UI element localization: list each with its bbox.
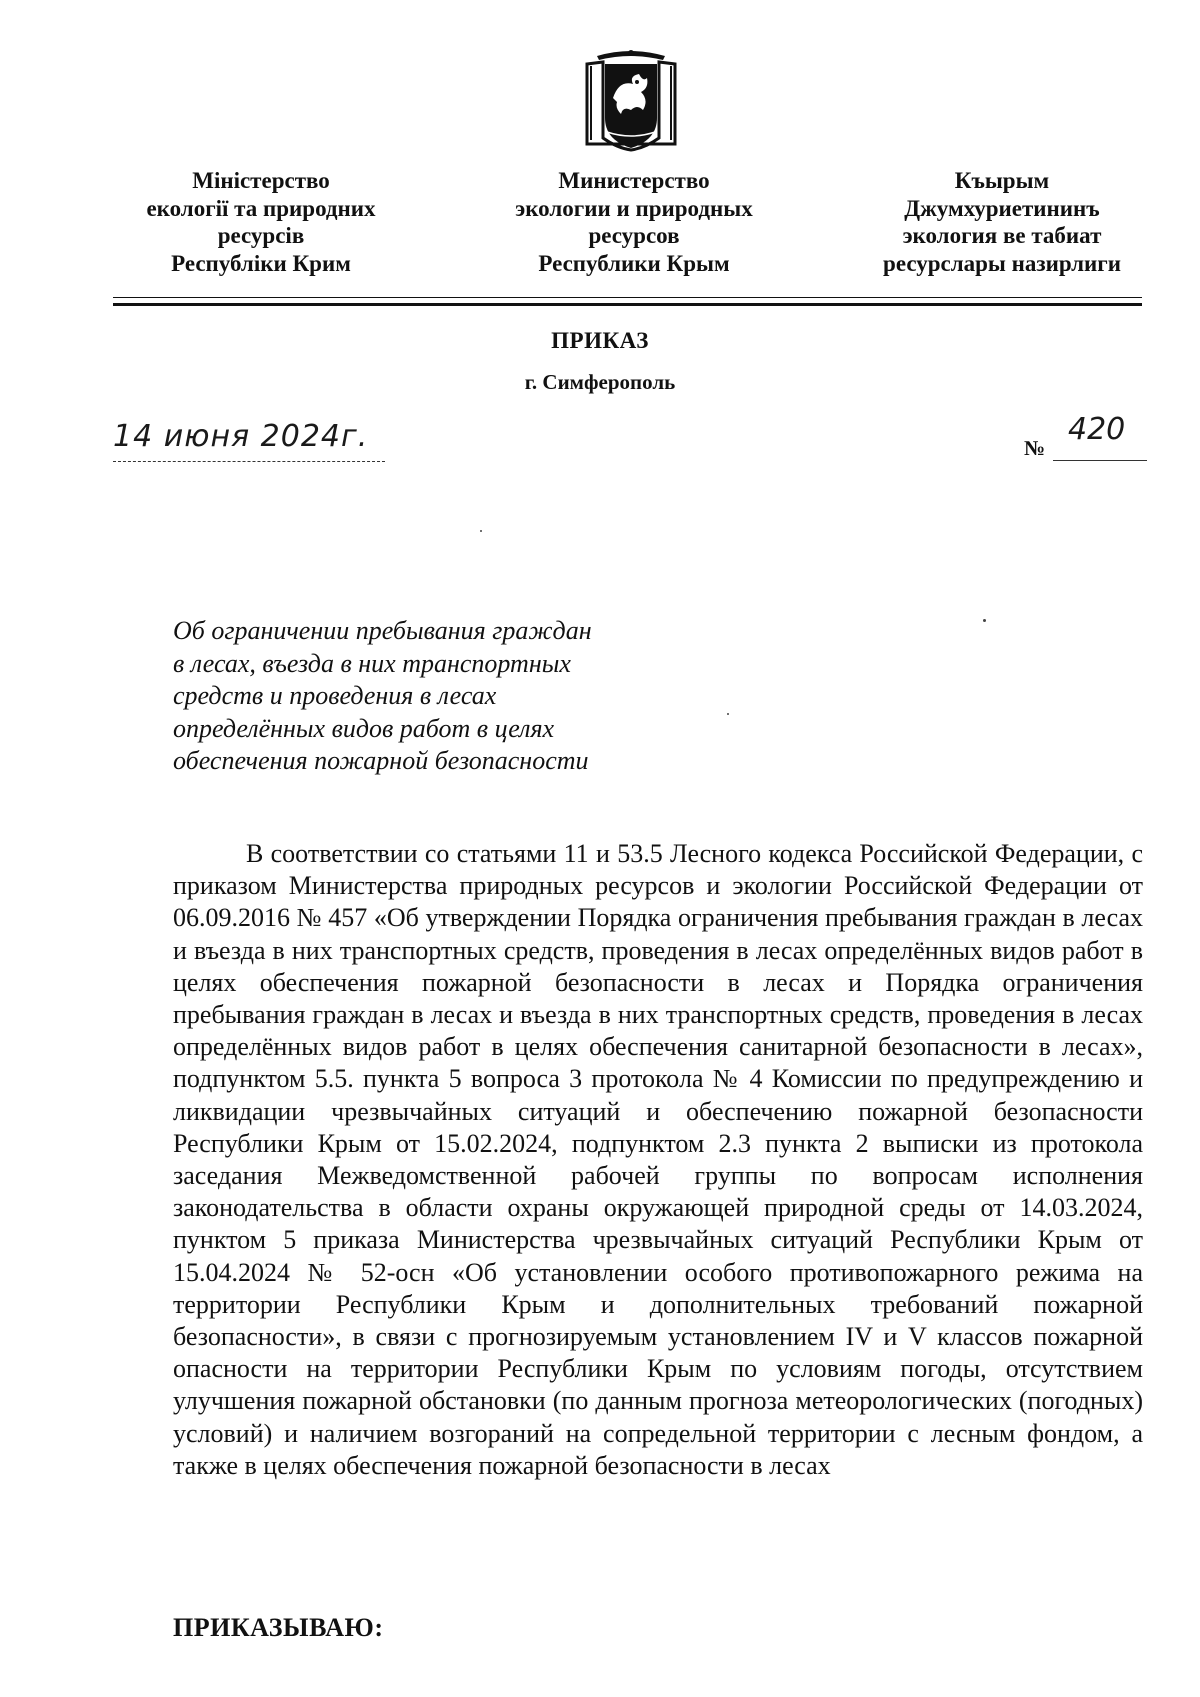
coat-of-arms-emblem <box>583 48 679 152</box>
date-underline <box>113 461 385 462</box>
header-divider-thick <box>113 303 1142 306</box>
ministry-uk-line: Міністерство <box>192 168 330 193</box>
subject-line: в лесах, въезда в них транспортных <box>173 648 571 678</box>
ministry-ru-line: ресурсов <box>588 223 680 248</box>
scan-speck <box>480 530 482 532</box>
ministry-name-russian <box>484 167 784 277</box>
handwritten-number: 420 <box>1068 412 1126 447</box>
ministry-crh-line: Джумхуриетининъ <box>904 195 1100 221</box>
ministry-ru-line: экологии и природных <box>515 195 753 221</box>
header-divider-thin <box>113 297 1142 298</box>
ministry-uk-line: екології та природних <box>146 195 376 221</box>
subject-line: средств и проведения в лесах <box>173 681 497 710</box>
scan-speck <box>727 713 729 715</box>
number-underline <box>1053 460 1147 461</box>
order-directive-heading: ПРИКАЗЫВАЮ: <box>173 1613 384 1642</box>
scan-speck <box>983 619 986 622</box>
ministry-ru-line: Министерство <box>558 168 710 193</box>
ministry-uk-line: Республіки Крим <box>171 250 351 276</box>
order-subject <box>173 615 653 778</box>
handwritten-date: 14 июня 2024г. <box>113 419 369 454</box>
ministry-crh-line: экология ве табиат <box>902 223 1102 248</box>
document-city: г. Симферополь <box>524 370 676 394</box>
preamble-paragraph: В соответствии со статьями 11 и 53.5 Лесного кодекса Российской Федерации, с приказом Министерства природных ресурсов и экологии Российской Федерации от 06.09.2016 № 457 «Об утверждении Порядка ограничения пребывания граждан в лесах и въезда в них транспортных средств, проведения в лесах определённых видов работ в целях обеспечения пожарной безопасности в лесах и Порядка ограничения пребывания граждан в лесах и въезда в них транспортных средств, проведения в лесах определённых видов работ в целях обеспечения санитарной безопасности в лесах», подпунктом 5.5. пункта 5 вопроса 3 протокола № 4 Комиссии по предупреждению и ликвидации чрезвычайных ситуаций и обеспечению пожарной безопасности Республики Крым от 15.02.2024, подпунктом 2.3 пункта 2 выписки из протокола заседания Межведомственной рабочей группы по вопросам исполнения законодательства в области охраны окружающей природной среды от 14.03.2024, пунктом 5 приказа Министерства чрезвычайных ситуаций Республики Крым от 15.04.2024 № 52-осн «Об установлении особого противопожарного режима на территории Республики Крым и дополнительных требований пожарной безопасности», в связи с прогнозируемым установлением IV и V классов пожарной опасности на территории Республики Крым по условиям погоды, отсутствием улучшения пожарной обстановки (по данным прогноза метеорологических (погодных) условий) и наличием возгораний на сопредельной территории с лесным фондом, а также в целях обеспечения пожарной безопасности в лесах <box>173 839 1143 1480</box>
subject-line: определённых видов работ в целях <box>173 713 555 743</box>
number-label: № <box>1024 436 1046 460</box>
ministry-name-crimean-tatar <box>852 167 1152 277</box>
subject-line: Об ограничении пребывания граждан <box>173 616 592 645</box>
ministry-uk-line: ресурсів <box>217 223 305 248</box>
ministry-name-ukrainian <box>111 167 411 277</box>
subject-line: обеспечения пожарной безопасности <box>173 746 589 775</box>
ministry-crh-line: ресурслары назирлиги <box>883 250 1121 276</box>
ministry-crh-line: Къырым <box>954 168 1050 193</box>
document-title: ПРИКАЗ <box>551 328 649 353</box>
ministry-ru-line: Республики Крым <box>538 250 730 276</box>
